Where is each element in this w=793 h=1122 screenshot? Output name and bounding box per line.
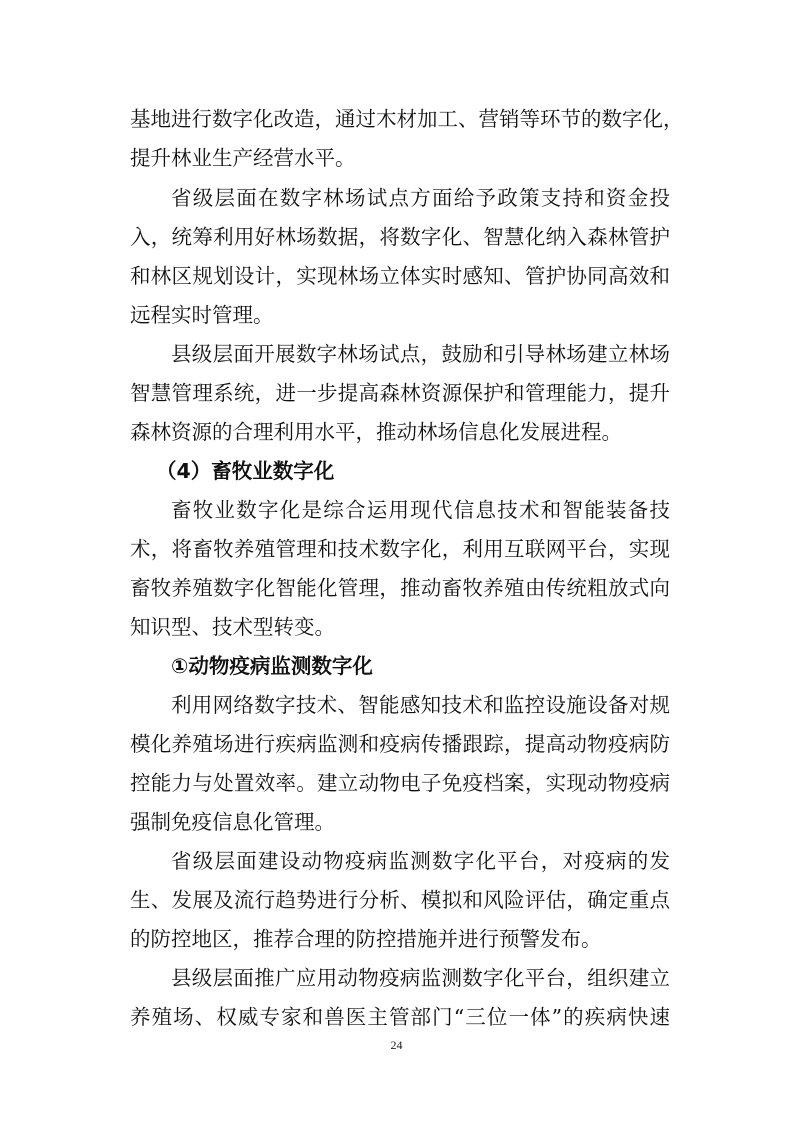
paragraph-line: 提升林业生产经营水平。 xyxy=(130,146,356,170)
paragraph-line: 和林区规划设计，实现林场立体实时感知、管护协同高效和 xyxy=(130,264,670,288)
paragraph-line: 养殖场、权威专家和兽医主管部门“三位一体”的疾病快速 xyxy=(130,1005,670,1029)
paragraph-line: 县级层面开展数字林场试点，鼓励和引导林场建立林场 xyxy=(171,342,670,366)
paragraph-line: 省级层面建设动物疫病监测数字化平台，对疫病的发 xyxy=(171,849,670,873)
paragraph-line: 术，将畜牧养殖管理和技术数字化，利用互联网平台，实现 xyxy=(130,537,670,561)
paragraph-line: 远程实时管理。 xyxy=(130,303,274,327)
paragraph-line: 省级层面在数字林场试点方面给予政策支持和资金投 xyxy=(171,186,670,210)
paragraph-line: 模化养殖场进行疾病监测和疫病传播跟踪，提高动物疫病防 xyxy=(130,732,670,756)
paragraph-line: 的防控地区，推荐合理的防控措施并进行预警发布。 xyxy=(130,927,602,951)
paragraph-line: 基地进行数字化改造，通过木材加工、营销等环节的数字化， xyxy=(130,107,684,131)
paragraph-line: 畜牧养殖数字化智能化管理，推动畜牧养殖由传统粗放式向 xyxy=(130,576,670,600)
paragraph-line: 知识型、技术型转变。 xyxy=(130,615,335,639)
paragraph-line: 畜牧业数字化是综合运用现代信息技术和智能装备技 xyxy=(171,498,670,522)
subsection-heading: ①动物疫病监测数字化 xyxy=(171,654,373,678)
paragraph-line: 县级层面推广应用动物疫病监测数字化平台，组织建立 xyxy=(171,966,670,990)
paragraph-line: 控能力与处置效率。建立动物电子免疫档案，实现动物疫病 xyxy=(130,771,670,795)
paragraph-line: 利用网络数字技术、智能感知技术和监控设施设备对规 xyxy=(171,693,670,717)
paragraph-line: 强制免疫信息化管理。 xyxy=(130,810,335,834)
paragraph-line: 生、发展及流行趋势进行分析、模拟和风险评估，确定重点 xyxy=(130,888,670,912)
paragraph-line: 入，统筹利用好林场数据，将数字化、智慧化纳入森林管护 xyxy=(130,225,670,249)
section-heading: （4）畜牧业数字化 xyxy=(156,459,335,483)
page-number: 24 xyxy=(390,1038,403,1052)
paragraph-line: 智慧管理系统，进一步提高森林资源保护和管理能力，提升 xyxy=(130,381,670,405)
paragraph-line: 森林资源的合理利用水平，推动林场信息化发展进程。 xyxy=(130,420,622,444)
